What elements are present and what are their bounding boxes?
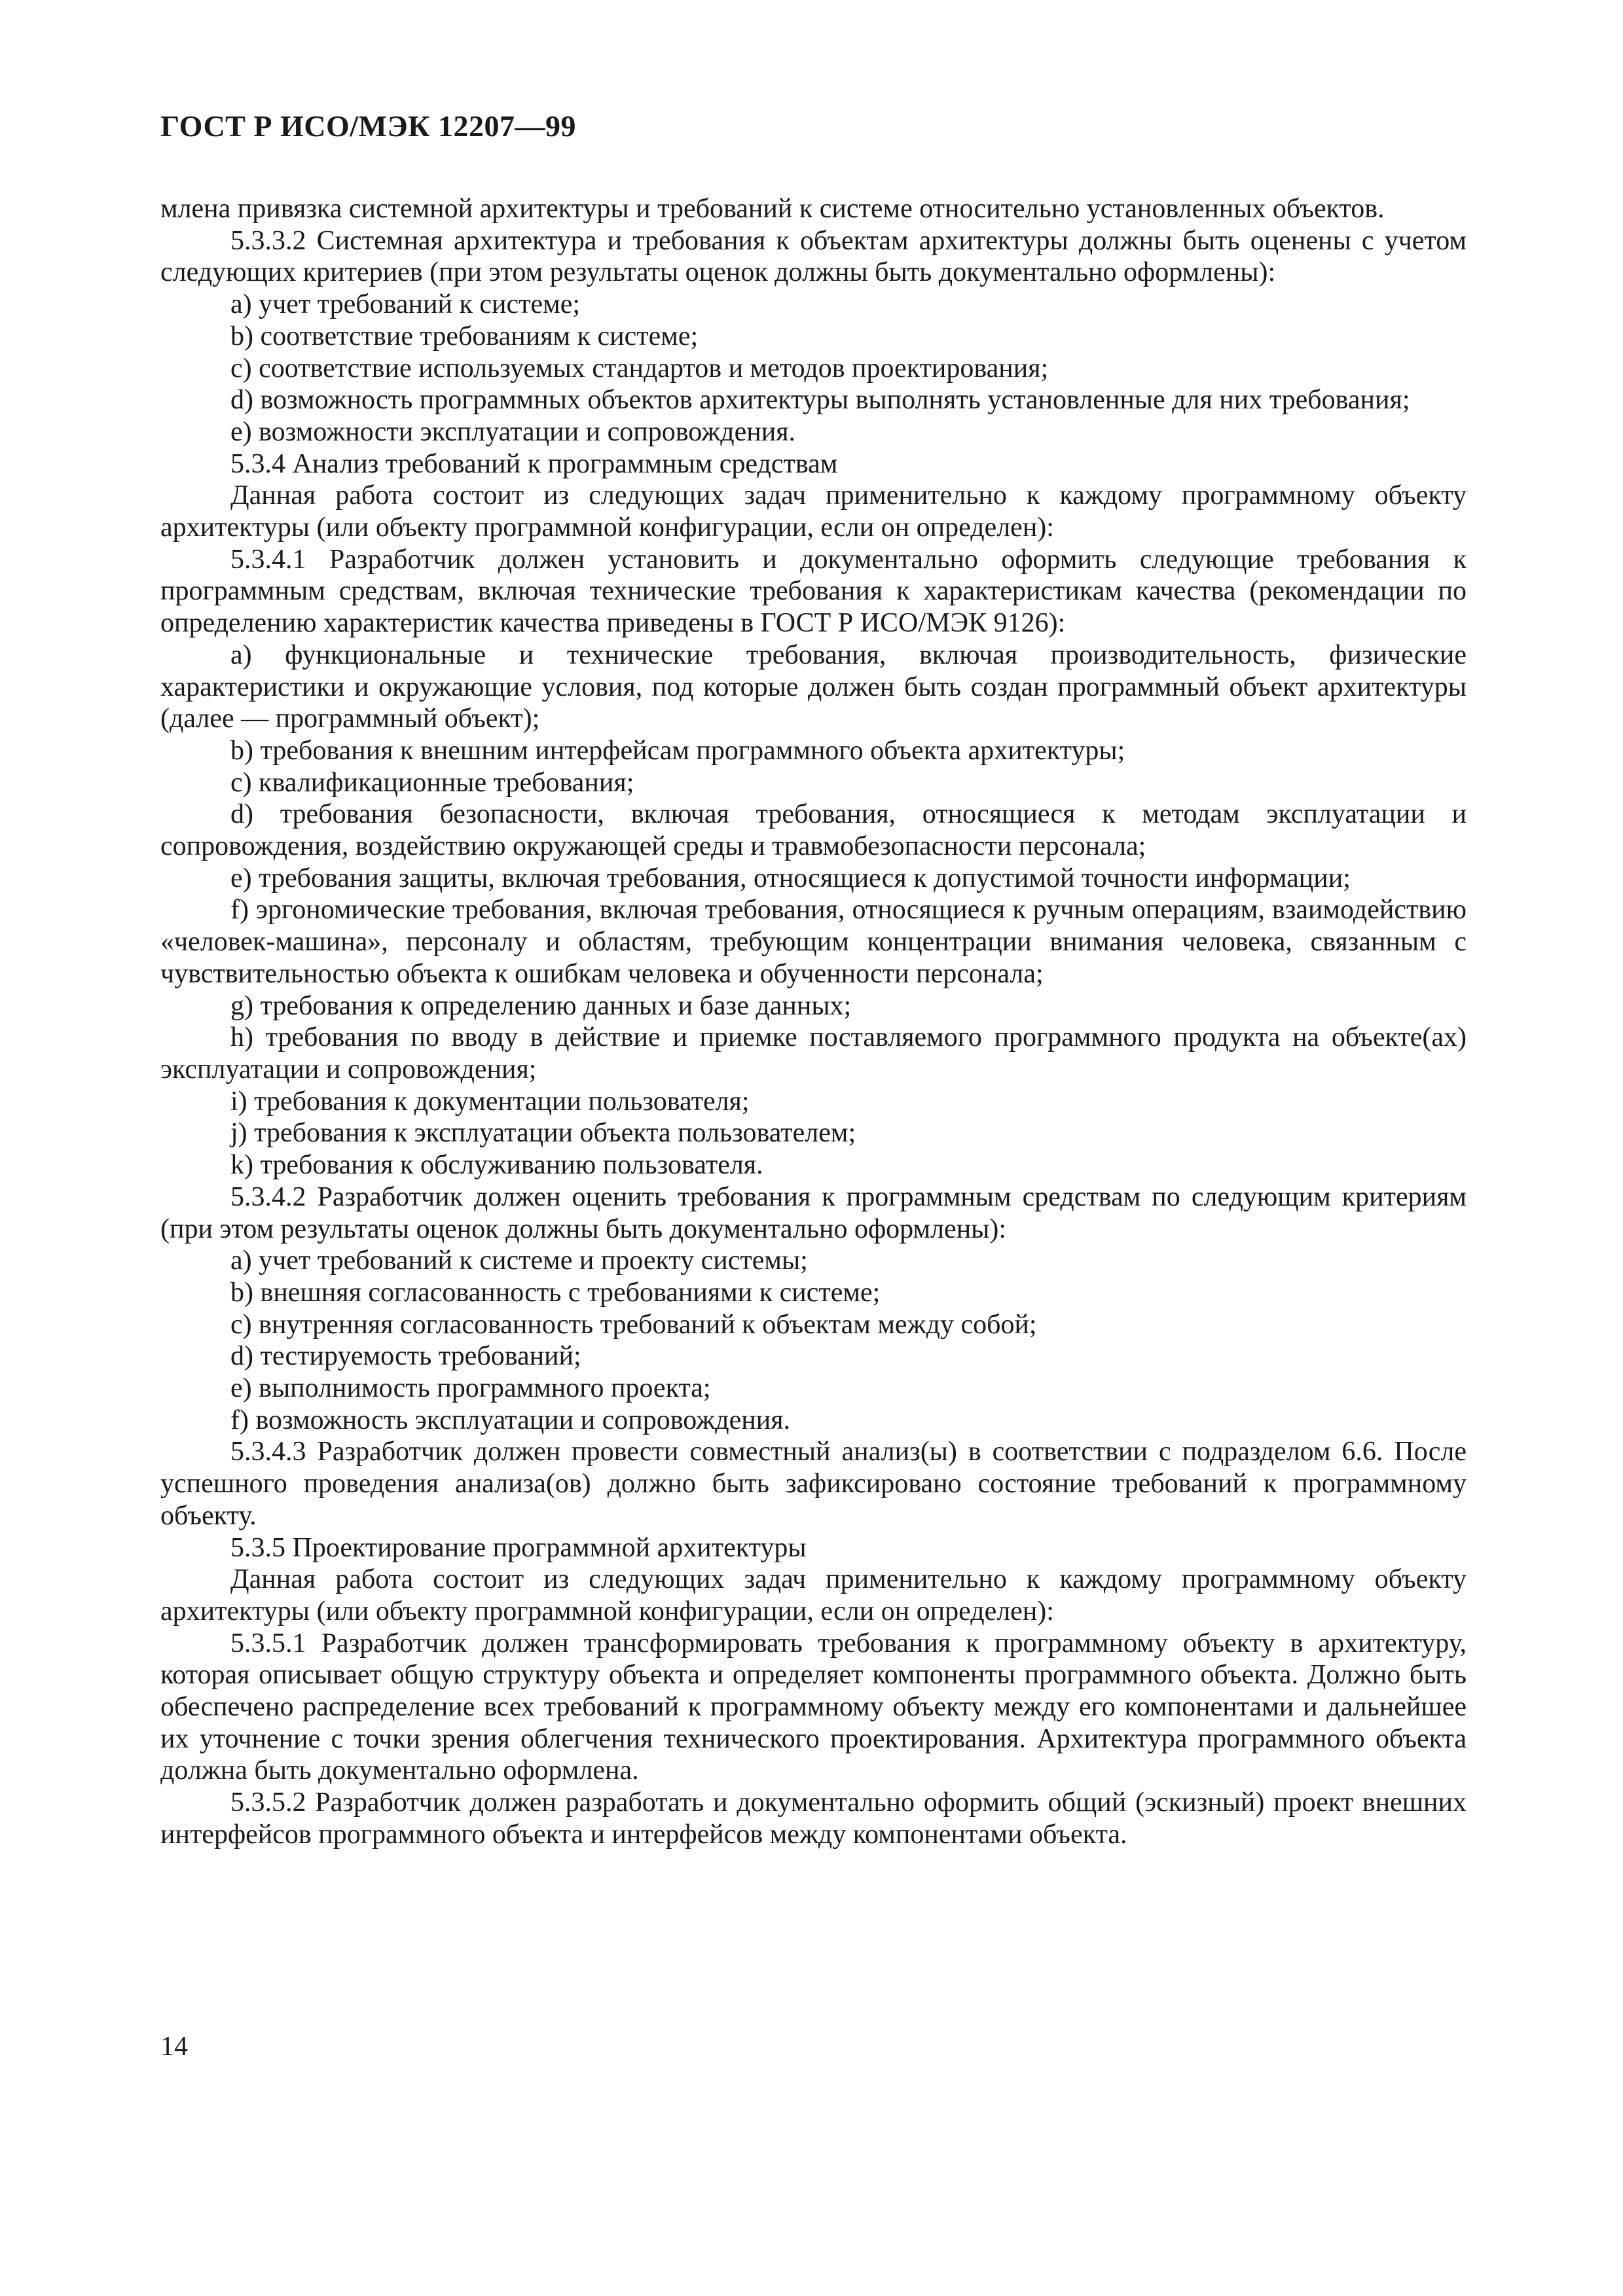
paragraph: i) требования к документации пользователя; [230,1086,750,1117]
paragraph: a) функциональные и технические требования, включая производительность, физические характеристики и окружающие условия, под которые должен быть создан программный объект архитектуры (далее — программный объект); [160,639,1467,734]
paragraph: d) требования безопасности, включая требования, относящиеся к методам эксплуатации и сопровождения, воздействию окружающей среды и травмобезопасности персонала; [160,799,1467,862]
paragraph: h) требования по вводу в действие и приемке поставляемого программного продукта на объекте(ах) эксплуатации и сопровождения; [160,1022,1467,1085]
paragraph: 5.3.5.1 Разработчик должен трансформировать требования к программному объекту в архитектуру, которая описывает общую структуру объекта и определяет компоненты программного объекта. Должно быть обеспечено распределение всех требований к программному объекту между его компонентами и дальнейшее их уточнение с точки зрения облегчения технического проектирования. Архитектура программного объекта должна быть документально оформлена. [160,1628,1467,1786]
paragraph: j) требования к эксплуатации объекта пользователем; [230,1118,856,1149]
paragraph: c) внутренняя согласованность требований к объектам между собой; [230,1309,1037,1340]
paragraph: f) эргономические требования, включая требования, относящиеся к ручным операциям, взаимодействию «человек-машина», персоналу и областям, требующим концентрации внимания человека, связанным с чувствительностью объекта к ошибкам человека и обученности персонала; [160,895,1467,989]
paragraph: a) учет требований к системе и проекту системы; [230,1246,808,1276]
paragraph: e) выполнимость программного проекта; [230,1373,711,1404]
document-body [160,193,1467,1851]
paragraph: 5.3.4.2 Разработчик должен оценить требования к программным средствам по следующим критериям (при этом результаты оценок должны быть документально оформлены): [160,1181,1467,1244]
paragraph: b) внешняя согласованность с требованиями к системе; [230,1277,881,1308]
paragraph: Данная работа состоит из следующих задач применительно к каждому программному объекту архитектуры (или объекту программной конфигурации, если он определен): [160,480,1467,543]
paragraph: b) требования к внешним интерфейсам программного объекта архитектуры; [230,735,1125,766]
document-header: ГОСТ Р ИСО/МЭК 12207—99 [160,109,576,143]
paragraph: 5.3.4.3 Разработчик должен провести совместный анализ(ы) в соответствии с подразделом 6.6. После успешного проведения анализа(ов) должно быть зафиксировано состояние требований к программному объекту. [160,1437,1467,1531]
paragraph: 5.3.5 Проектирование программной архитектуры [230,1532,807,1563]
paragraph: 5.3.4.1 Разработчик должен установить и документально оформить следующие требования к программным средствам, включая технические требования к характеристикам качества (рекомендации по определению характеристик качества приведены в ГОСТ Р ИСО/МЭК 9126): [160,544,1467,639]
paragraph: Данная работа состоит из следующих задач применительно к каждому программному объекту архитектуры (или объекту программной конфигурации, если он определен): [160,1564,1467,1626]
paragraph: d) тестируемость требований; [230,1341,581,1372]
paragraph: b) соответствие требованиям к системе; [230,321,699,351]
paragraph: 5.3.5.2 Разработчик должен разработать и документально оформить общий (эскизный) проект внешних интерфейсов программного объекта и интерфейсов между компонентами объекта. [160,1787,1467,1850]
paragraph: a) учет требований к системе; [230,289,581,320]
paragraph: 5.3.3.2 Системная архитектура и требования к объектам архитектуры должны быть оценены с учетом следующих критериев (при этом результаты оценок должны быть документально оформлены): [160,225,1467,288]
paragraph: g) требования к определению данных и базе данных; [230,990,852,1021]
paragraph: млена привязка системной архитектуры и требований к системе относительно установленных объектов. [160,194,1385,224]
page-number: 14 [160,2032,188,2062]
paragraph: e) возможности эксплуатации и сопровождения. [230,416,796,447]
paragraph: c) квалификационные требования; [230,767,634,798]
paragraph: e) требования защиты, включая требования, относящиеся к допустимой точности информации; [230,863,1351,893]
paragraph: 5.3.4 Анализ требований к программным средствам [230,448,838,479]
paragraph: f) возможность эксплуатации и сопровождения. [230,1405,791,1435]
paragraph: k) требования к обслуживанию пользователя. [230,1150,763,1181]
paragraph: c) соответствие используемых стандартов и методов проектирования; [230,353,1049,384]
paragraph: d) возможность программных объектов архитектуры выполнять установленные для них требования; [230,385,1410,416]
